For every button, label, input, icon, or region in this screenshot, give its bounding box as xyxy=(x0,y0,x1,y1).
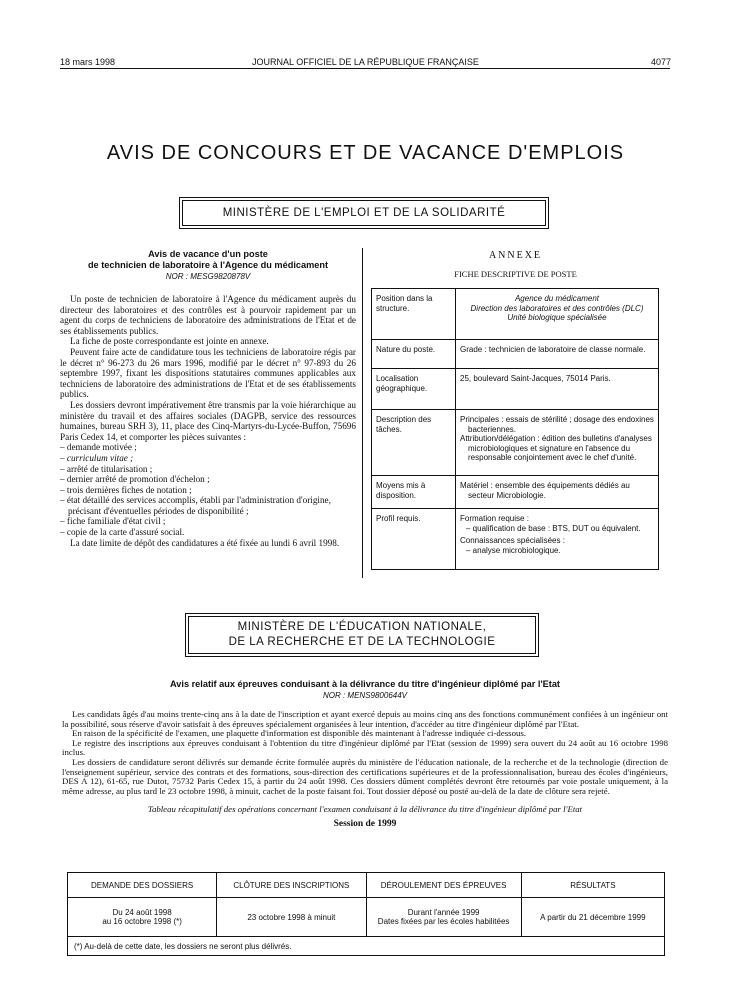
annexe-subtitle: FICHE DESCRIPTIVE DE POSTE xyxy=(454,269,577,279)
avis-2-nor: NOR : MENS9800644V xyxy=(322,691,408,700)
value-line: Grade : technicien de laboratoire de classe normale. xyxy=(460,345,646,354)
table-header-row xyxy=(68,873,665,898)
table-row xyxy=(372,509,659,570)
row-label: Position dans la structure. xyxy=(372,289,456,340)
avis-1-title-2: de technicien de laboratoire à l'Agence du médicament xyxy=(87,260,329,270)
header-cell: DEMANDE DES DOSSIERS xyxy=(68,873,217,898)
value-line: – analyse microbiologique. xyxy=(466,545,561,555)
table-row xyxy=(68,898,665,937)
table-row xyxy=(372,369,659,410)
row-label: Description des tâches. xyxy=(372,410,456,476)
header-cell: RÉSULTATS xyxy=(521,873,664,898)
table-cell: Du 24 août 1998 au 16 octobre 1998 (*) xyxy=(68,898,217,937)
table-row xyxy=(372,476,659,509)
avis-2-para-2: En raison de la spécificité de l'examen, une plaquette d'information est disponible dès maintenant à l'adresse indiquée ci-dessous. xyxy=(72,728,526,739)
row-value xyxy=(456,340,659,369)
value-line: Connaissances spécialisées : xyxy=(460,536,565,545)
table-row xyxy=(372,289,659,340)
row-label: Moyens mis à disposition. xyxy=(372,476,456,509)
table-cell: 23 octobre 1998 à minuit xyxy=(217,898,366,937)
header-date: 18 mars 1998 xyxy=(60,57,116,67)
table-cell: Durant l'année 1999 Dates fixées par les écoles habilitées xyxy=(366,898,521,937)
page-title: AVIS DE CONCOURS ET DE VACANCE D'EMPLOIS xyxy=(106,142,625,164)
row-label: Profil requis. xyxy=(372,509,456,570)
value-line: Principales : essais de stérilité ; dosage des endoxines bacteriennes. xyxy=(460,415,654,434)
value-line: – qualification de base : BTS, DUT ou équivalent. xyxy=(466,523,641,533)
avis-2 xyxy=(62,679,668,829)
list-item: – demande motivée ; xyxy=(60,442,137,453)
avis-1-para-1: Un poste de technicien de laboratoire à l'Agence du médicament auprès du directeur des laboratoires et des contrôles est à pourvoir rapidement par un agent du corps de techniciens de laboratoire des administrations de l'Etat et de ses établissements publics. xyxy=(60,294,356,336)
list-item: – copie de la carte d'assuré social. xyxy=(60,527,185,538)
value-line: Matériel : ensemble des équipements dédiés au secteur Microbiologie. xyxy=(460,481,630,500)
avis-2-para-3: Le registre des inscriptions aux épreuves conduisant à l'obtention du titre d'ingénieur diplômé par l'Etat (session de 1999) sera ouvert du 24 août au 16 octobre 1998 inclus. xyxy=(62,737,668,758)
avis-2-para-4: Les dossiers de candidature seront délivrés sur demande écrite formulée auprès du ministère de l'éducation nationale, de la recherche et de la technologie (direction de l'enseignement supérieur, service des contrats et des formations, sous-direction des certifications supérieures et de la professionnalisation, bureau des écoles d'ingénieurs, DES A 12), 61-65, rue Dutot, 75732 Paris Cedex 15, à partir du 24 août 1998. Ces dossiers dûment complétés devront être retournés par voie postale uniquement, à la même adresse, au plus tard le 23 octobre 1998, à minuit, cachet de la poste faisant foi. Tout dossier déposé ou posté au-delà de la date de clôture sera rejeté. xyxy=(62,756,668,796)
row-value xyxy=(456,509,659,570)
header-cell: DÉROULEMENT DES ÉPREUVES xyxy=(366,873,521,898)
table-row xyxy=(68,937,665,956)
row-value xyxy=(456,410,659,476)
list-item: – état détaillé des services accomplis, établi par l'administration d'origine, précisant d'éventuelles périodes de disponibilité ; xyxy=(60,495,331,516)
header-page: 4077 xyxy=(650,57,671,67)
row-value xyxy=(456,289,659,340)
avis-2-para-1: Les candidats âgés d'au moins trente-cinq ans à la date de l'inscription et ayant exercé depuis au moins cinq ans des fonctions communément confiées à un ingénieur ont la possibilité, sous réserve d'avoir satisfait à des épreuves spécialement organisées à leur intention, d'accéder au titre d'ingénieur diplômé par l'Etat. xyxy=(62,709,668,729)
ministry-2-heading xyxy=(188,616,536,654)
row-label: Localisation géographique. xyxy=(372,369,456,410)
header-rule xyxy=(60,68,670,69)
avis-1-title-1: Avis de vacance d'un poste xyxy=(148,249,268,259)
value-line: Attribution/délégation : édition des bulletins d'analyses microbiologiques et signature en l'absence du responsable conjointement avec le chef d'unité. xyxy=(460,434,652,462)
header-cell: CLÔTURE DES INSCRIPTIONS xyxy=(217,873,366,898)
ministry-2-line-1: MINISTÈRE DE L'ÉDUCATION NATIONALE, xyxy=(237,621,487,633)
ministry-2-line-2: DE LA RECHERCHE ET DE LA TECHNOLOGIE xyxy=(228,636,496,648)
avis-1-nor: NOR : MESG9820878V xyxy=(165,272,251,281)
avis-1 xyxy=(60,249,356,548)
column-divider xyxy=(362,248,363,578)
value-line: Direction des laboratoires et des contrôles (DLC) xyxy=(470,303,644,313)
table-caption: Tableau récapitulatif des opérations concernant l'examen conduisant à la délivrance du titre d'ingénieur diplômé par l'Etat xyxy=(147,804,583,815)
header-journal: JOURNAL OFFICIEL DE LA RÉPUBLIQUE FRANÇAISE xyxy=(252,57,479,67)
table-row xyxy=(372,410,659,476)
annexe-title: ANNEXE xyxy=(488,250,543,261)
avis-1-para-4: Les dossiers devront impérativement être transmis par la voie hiérarchique au ministère du travail et des affaires sociales (DAGPB, service des ressources humaines, bureau SRH 3), 11, place des Cinq-Martyrs-du-Lycée-Buffon, 75696 Paris Cedex 14, et comporter les pièces suivantes : xyxy=(60,399,356,442)
list-item: – fiche familiale d'état civil ; xyxy=(60,516,166,527)
session-label: Session de 1999 xyxy=(333,819,397,830)
avis-1-para-2: La fiche de poste correspondante est jointe en annexe. xyxy=(70,336,269,347)
table-footnote: (*) Au-delà de cette date, les dossiers ne seront plus délivrés. xyxy=(68,937,665,956)
row-value xyxy=(456,476,659,509)
row-value xyxy=(456,369,659,410)
session-table xyxy=(67,872,665,956)
row-label: Nature du poste. xyxy=(372,340,456,369)
list-item: – trois dernières fiches de notation ; xyxy=(60,484,192,495)
value-line: 25, boulevard Saint-Jacques, 75014 Paris. xyxy=(460,374,611,383)
value-line: Agence du médicament xyxy=(514,294,600,303)
list-item: – curriculum vitae ; xyxy=(60,452,134,463)
avis-2-title: Avis relatif aux épreuves conduisant à la délivrance du titre d'ingénieur diplômé par l'Etat xyxy=(169,679,560,689)
annexe-table xyxy=(371,288,659,570)
list-item: – arrêté de titularisation ; xyxy=(60,463,153,474)
ministry-1-heading: MINISTÈRE DE L'EMPLOI ET DE LA SOLIDARITÉ xyxy=(182,200,546,226)
avis-1-para-3: Peuvent faire acte de candidature tous les techniciens de laboratoire régis par le décret n° 96-273 du 26 mars 1996, modifié par le décret n° 97-893 du 26 septembre 1997, fixant les dispositions statutaires communes applicables aux techniciens de laboratoire des administrations de l'Etat et de ses établissements publics. xyxy=(60,346,356,400)
table-cell: A partir du 21 décembre 1999 xyxy=(521,898,664,937)
list-item: – dernier arrêté de promotion d'échelon ; xyxy=(60,474,210,485)
value-line: Formation requise : xyxy=(460,514,529,523)
table-row xyxy=(372,340,659,369)
avis-1-para-5: La date limite de dépôt des candidatures a été fixée au lundi 6 avril 1998. xyxy=(70,537,340,548)
value-line: Unité biologique spécialisée xyxy=(507,313,607,322)
